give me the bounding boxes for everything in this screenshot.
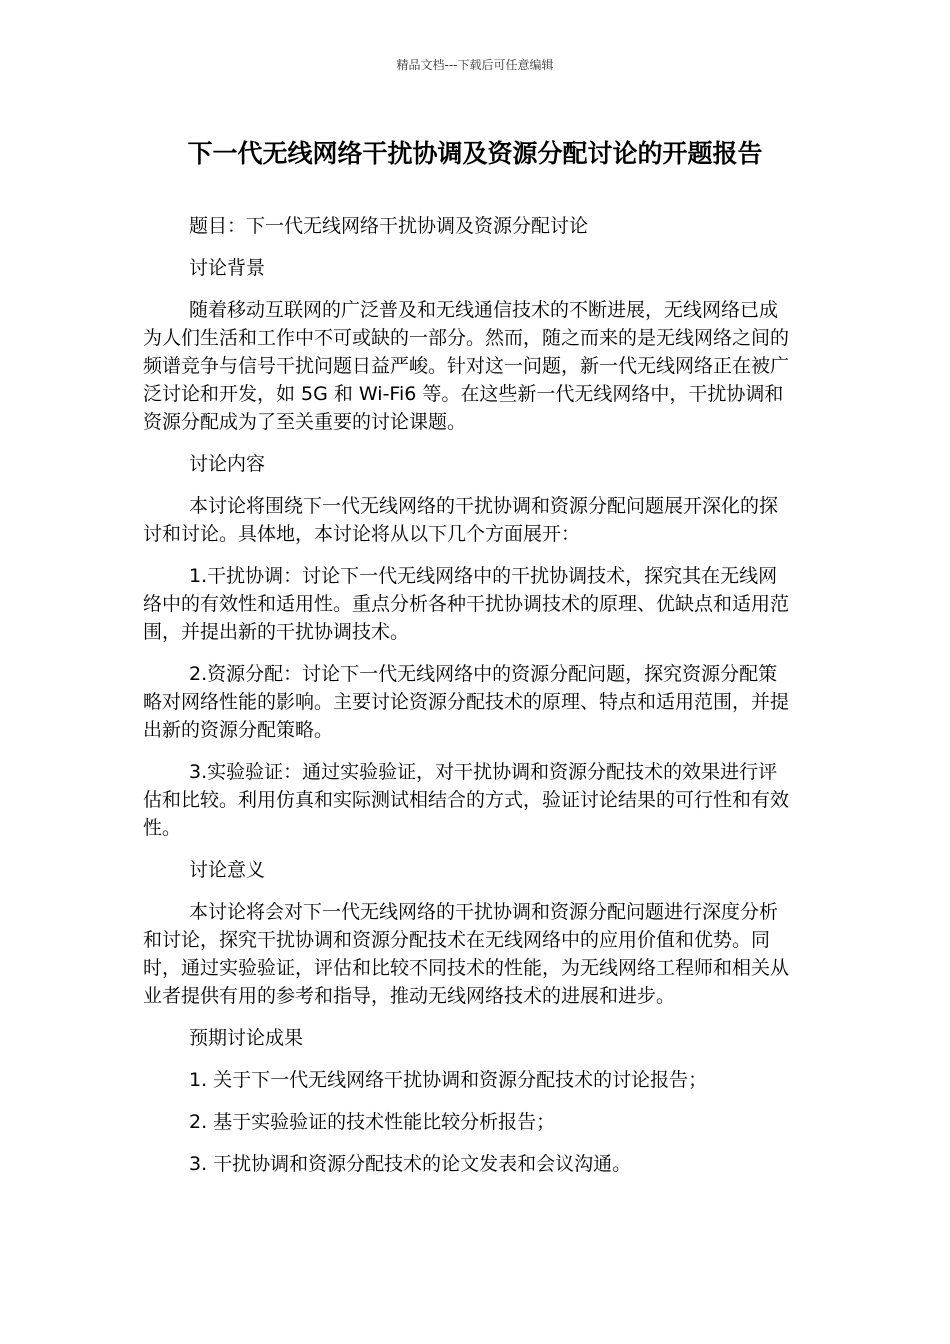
header-note: 精品文档---下载后可任意编辑 [396, 58, 554, 72]
results-heading: 预期讨论成果 [189, 1027, 304, 1049]
results-item-2: 2. 基于实验验证的技术性能比较分析报告； [189, 1111, 556, 1133]
content-item-resource: 2.资源分配：讨论下一代无线网络中的资源分配问题，探究资源分配策略对网络性能的影响。主要讨论资源分配技术的原理、特点和适用范围，并提出新的资源分配策略。 [143, 663, 790, 741]
significance-paragraph: 本讨论将会对下一代无线网络的干扰协调和资源分配问题进行深度分析和讨论，探究干扰协调和资源分配技术在无线网络中的应用价值和优势。同时，通过实验验证，评估和比较不同技术的性能，为无线网络工程师和相关从业者提供有用的参考和指导，推动无线网络技术的进展和进步。 [143, 901, 790, 1007]
results-item-1: 1. 关于下一代无线网络干扰协调和资源分配技术的讨论报告； [189, 1069, 708, 1091]
content-item-interference: 1.干扰协调：讨论下一代无线网络中的干扰协调技术，探究其在无线网络中的有效性和适用性。重点分析各种干扰协调技术的原理、优缺点和适用范围，并提出新的干扰协调技术。 [143, 565, 790, 643]
document-body [143, 212, 793, 1192]
document-title: 下一代无线网络干扰协调及资源分配讨论的开题报告 [187, 139, 763, 168]
content-intro-paragraph: 本讨论将围绕下一代无线网络的干扰协调和资源分配问题展开深化的探讨和讨论。具体地，本讨论将从以下几个方面展开： [143, 495, 779, 545]
topic-line: 题目：下一代无线网络干扰协调及资源分配讨论 [189, 215, 589, 237]
content-heading: 讨论内容 [189, 453, 266, 475]
background-paragraph: 随着移动互联网的广泛普及和无线通信技术的不断进展，无线网络已成为人们生活和工作中不可或缺的一部分。然而，随之而来的是无线网络之间的频谱竞争与信号干扰问题日益严峻。针对这一问题，新一代无线网络正在被广泛讨论和开发，如 5G 和 Wi-Fi6 等。在这些新一代无线网络中，干扰协调和资源分配成为了至关重要的讨论课题。 [143, 299, 790, 433]
content-item-experiment: 3.实验验证：通过实验验证，对干扰协调和资源分配技术的效果进行评估和比较。利用仿真和实际测试相结合的方式，验证讨论结果的可行性和有效性。 [143, 761, 790, 839]
background-heading: 讨论背景 [189, 257, 266, 279]
results-item-3: 3. 干扰协调和资源分配技术的论文发表和会议沟通。 [189, 1153, 632, 1175]
significance-heading: 讨论意义 [189, 859, 266, 881]
